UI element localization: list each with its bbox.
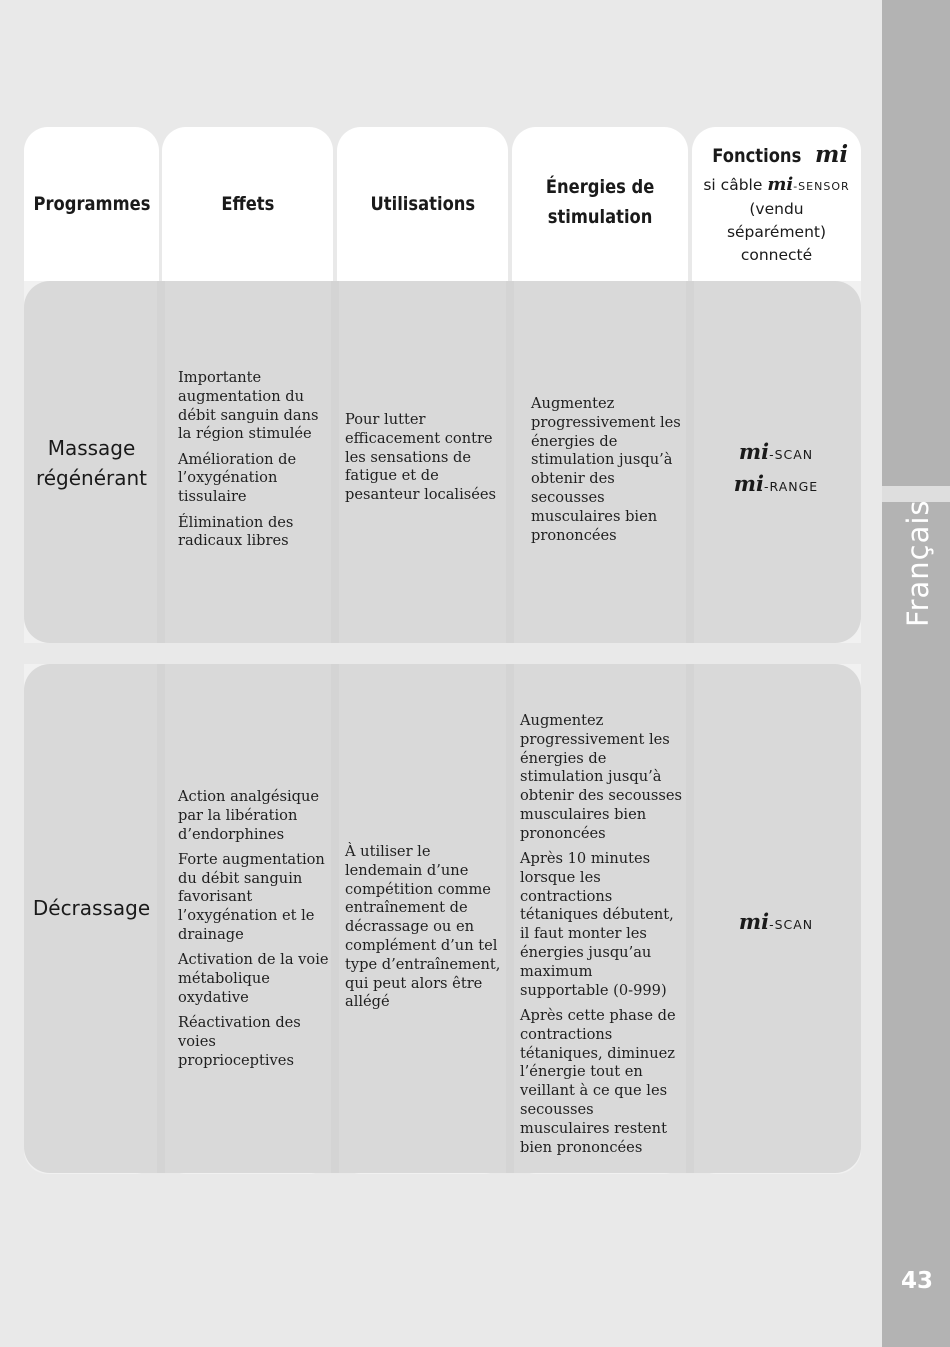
header-fonctions-line2: (vendu	[749, 200, 804, 218]
effet-item: Amélioration de l’oxygénation tissulaire	[178, 450, 297, 506]
fonction-suffix: -SCAN	[769, 917, 814, 932]
energies-decrassage	[520, 712, 683, 1164]
utilisations-massage	[345, 411, 503, 511]
fonctions-decrassage	[692, 907, 860, 939]
mi-logo-icon: mi	[815, 141, 849, 168]
header-energies	[512, 127, 688, 281]
row-separator	[24, 643, 861, 664]
fonction-suffix: -SCAN	[769, 447, 814, 462]
header-energies-line2: stimulation	[547, 206, 653, 228]
header-fonctions-line4: connecté	[740, 246, 813, 264]
programme-decrassage	[24, 893, 159, 923]
fonction-mi-scan	[692, 907, 860, 939]
column-seam	[331, 281, 339, 643]
page-number: 43	[900, 1268, 933, 1294]
column-seam	[331, 664, 339, 1173]
mi-logo-icon: mi	[738, 909, 770, 934]
energies-massage	[531, 395, 683, 552]
utilisations-decrassage	[345, 843, 503, 1019]
fonctions-massage	[692, 437, 860, 501]
header-programmes-label: Programmes	[33, 193, 150, 215]
header-fonctions-line3: séparément)	[726, 223, 827, 241]
language-label: Français	[901, 499, 935, 627]
utilisation-item: À utiliser le lendemain d’une compétition comme entraînement de décrassage ou en complément d’un tel type d’entraînement, qui peut alors être allégé	[345, 843, 501, 1011]
header-utilisations-label: Utilisations	[370, 193, 475, 215]
language-sidebar	[882, 0, 950, 1347]
energie-item: Après 10 minutes lorsque les contractions tétaniques débutent, il faut monter les énergies jusqu’au maximum supportable (0-999)	[520, 850, 674, 999]
header-fonctions-prefix: si câble	[703, 176, 763, 194]
header-fonctions-sensor: -SENSOR	[793, 180, 850, 193]
programme-name-line2: régénérant	[35, 466, 148, 490]
header-fonctions-title: Fonctions	[712, 145, 802, 167]
effet-item: Action analgésique par la libération d’endorphines	[178, 788, 320, 843]
header-fonctions	[692, 127, 861, 281]
energie-item: Augmentez progressivement les énergies de stimulation jusqu’à obtenir des secousses musculaires bien prononcées	[531, 395, 681, 544]
fonction-mi-range	[692, 469, 860, 501]
column-seam	[506, 664, 514, 1173]
effet-item: Élimination des radicaux libres	[178, 513, 294, 550]
energie-item: Après cette phase de contractions tétaniques, diminuez l’énergie tout en veillant à ce que les secousses musculaires restent bien prononcées	[520, 1006, 676, 1156]
effet-item: Forte augmentation du débit sanguin favorisant l’oxygénation et le drainage	[178, 850, 325, 944]
utilisation-item: Pour lutter efficacement contre les sensations de fatigue et de pesanteur localisées	[345, 411, 496, 504]
mi-logo-icon: mi	[767, 174, 794, 195]
mi-logo-icon: mi	[738, 439, 770, 464]
programme-name-line1: Massage	[47, 436, 136, 460]
effets-decrassage	[178, 788, 330, 1077]
header-effets-label: Effets	[220, 193, 275, 215]
fonction-suffix: -RANGE	[764, 479, 819, 494]
header-effets	[162, 127, 333, 281]
effet-item: Importante augmentation du débit sanguin dans la région stimulée	[178, 369, 319, 443]
header-programmes	[24, 127, 159, 281]
column-seam	[506, 281, 514, 643]
mi-logo-icon: mi	[733, 471, 764, 496]
energie-item: Augmentez progressivement les énergies de stimulation jusqu’à obtenir des secousses musculaires bien prononcées	[520, 712, 683, 842]
header-utilisations	[337, 127, 508, 281]
programme-massage-regenerant	[24, 433, 159, 493]
programme-name-line1: Décrassage	[32, 896, 151, 920]
effet-item: Réactivation des voies proprioceptives	[178, 1014, 301, 1069]
effet-item: Activation de la voie métabolique oxydative	[178, 951, 329, 1006]
effets-massage	[178, 369, 328, 558]
header-energies-line1: Énergies de	[545, 176, 655, 198]
fonction-mi-scan	[692, 437, 860, 469]
